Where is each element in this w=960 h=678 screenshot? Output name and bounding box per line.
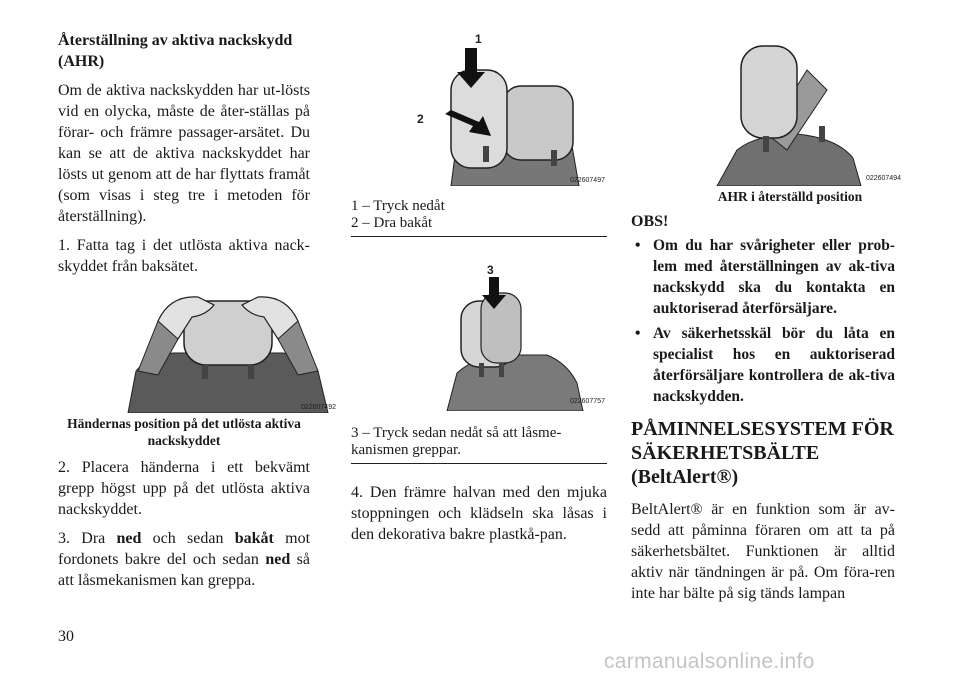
heading-line: PÅMINNELSESYSTEM FÖR bbox=[631, 418, 894, 440]
heading-line: SÄKERHETSBÄLTE bbox=[631, 442, 820, 464]
note-text: Om du har svårigheter eller prob-lem med återställningen av ak-tiva nackskydd ska du kontakta en auktoriserad återförsäljare. bbox=[653, 237, 895, 317]
column-right bbox=[631, 30, 901, 604]
page-number: 30 bbox=[58, 628, 74, 645]
step-3-part: 3. Dra bbox=[58, 530, 117, 547]
callout-1: 1 bbox=[475, 32, 482, 46]
intro-paragraph: Om de aktiva nackskydden har ut-lösts vid en olycka, måste de åter-ställas på förar- och främre passager-arsätet. Du kan se att de aktiva nackskyddet har lösts ut genom att de har flyttats framåt (som visas i steg tre i metoden för återställning). bbox=[58, 82, 310, 225]
figure-1-caption bbox=[351, 198, 607, 237]
figure-press-and-pull bbox=[411, 30, 607, 186]
step-3-part: mot fordonets bakre del och sedan bbox=[58, 530, 311, 568]
caption-step-2: 2 – Dra bakåt bbox=[351, 215, 433, 231]
press-pull-illustration bbox=[411, 30, 607, 186]
callout-3: 3 bbox=[487, 263, 494, 277]
section-heading-beltalert bbox=[631, 417, 895, 489]
bullet: • bbox=[635, 325, 641, 342]
caption-step-1: 1 – Tryck nedåt bbox=[351, 198, 445, 214]
step-3-bold-down-2: ned bbox=[265, 551, 291, 568]
notes-list bbox=[631, 235, 895, 407]
figure-caption: AHR i återställd position bbox=[717, 189, 863, 204]
step-3-part: så att låsmekanismen kan greppa. bbox=[58, 551, 310, 589]
callout-2: 2 bbox=[417, 112, 424, 126]
figure-ahr-reset-position bbox=[677, 30, 903, 186]
figure-hands-on-headrest bbox=[118, 291, 338, 413]
heading-line: (BeltAlert®) bbox=[631, 466, 739, 488]
note-heading: OBS! bbox=[631, 213, 669, 230]
step-1-text: 1. Fatta tag i det utlösta aktiva nack-skyddet från baksätet. bbox=[58, 237, 310, 275]
note-item bbox=[631, 323, 895, 407]
ahr-reset-illustration bbox=[677, 30, 903, 186]
figure-code: 022607497 bbox=[569, 177, 605, 184]
figure-code: 022607494 bbox=[865, 175, 901, 182]
figure-2-caption: 3 – Tryck sedan nedåt så att låsme-kanismen greppar. bbox=[351, 425, 607, 464]
press-lock-illustration bbox=[427, 263, 607, 411]
bullet: • bbox=[635, 237, 641, 254]
note-text: Av säkerhetsskäl bör du låta en specialist hos en auktoriserad återförsäljare kontrollera de ak-tiva nackskydden. bbox=[653, 325, 895, 405]
column-middle bbox=[351, 30, 607, 545]
note-item bbox=[631, 235, 895, 319]
column-left bbox=[58, 30, 336, 591]
step-3-text bbox=[58, 528, 310, 591]
section-heading-ahr-reset: Återställning av aktiva nackskydd (AHR) bbox=[58, 32, 293, 70]
step-3-bold-back: bakåt bbox=[234, 530, 274, 547]
step-4-text: 4. Den främre halvan med den mjuka stoppningen och klädseln ska låsas i den dekorativa bakre plastkå-pan. bbox=[351, 484, 607, 543]
step-3-part: och sedan bbox=[141, 530, 235, 547]
figure-code: 022607757 bbox=[569, 398, 605, 405]
figure-press-down-lock bbox=[427, 263, 607, 411]
figure-code: 022607492 bbox=[300, 404, 336, 411]
beltalert-paragraph: BeltAlert® är en funktion som är av-sedd att påminna föraren om att ta på säkerhetsbältet. Funktionen är alltid aktiv när tändningen är på. Om föra-ren inte har bälte på sig tänds lampan bbox=[631, 501, 895, 602]
watermark: carmanualsonline.info bbox=[604, 650, 815, 673]
hands-headrest-illustration bbox=[118, 291, 338, 413]
step-3-bold-down: ned bbox=[116, 530, 142, 547]
figure-caption: Händernas position på det utlösta aktiva nackskyddet bbox=[67, 416, 301, 448]
step-2-text: 2. Placera händerna i ett bekvämt grepp högst upp på det utlösta aktiva nackskyddet. bbox=[58, 459, 310, 518]
